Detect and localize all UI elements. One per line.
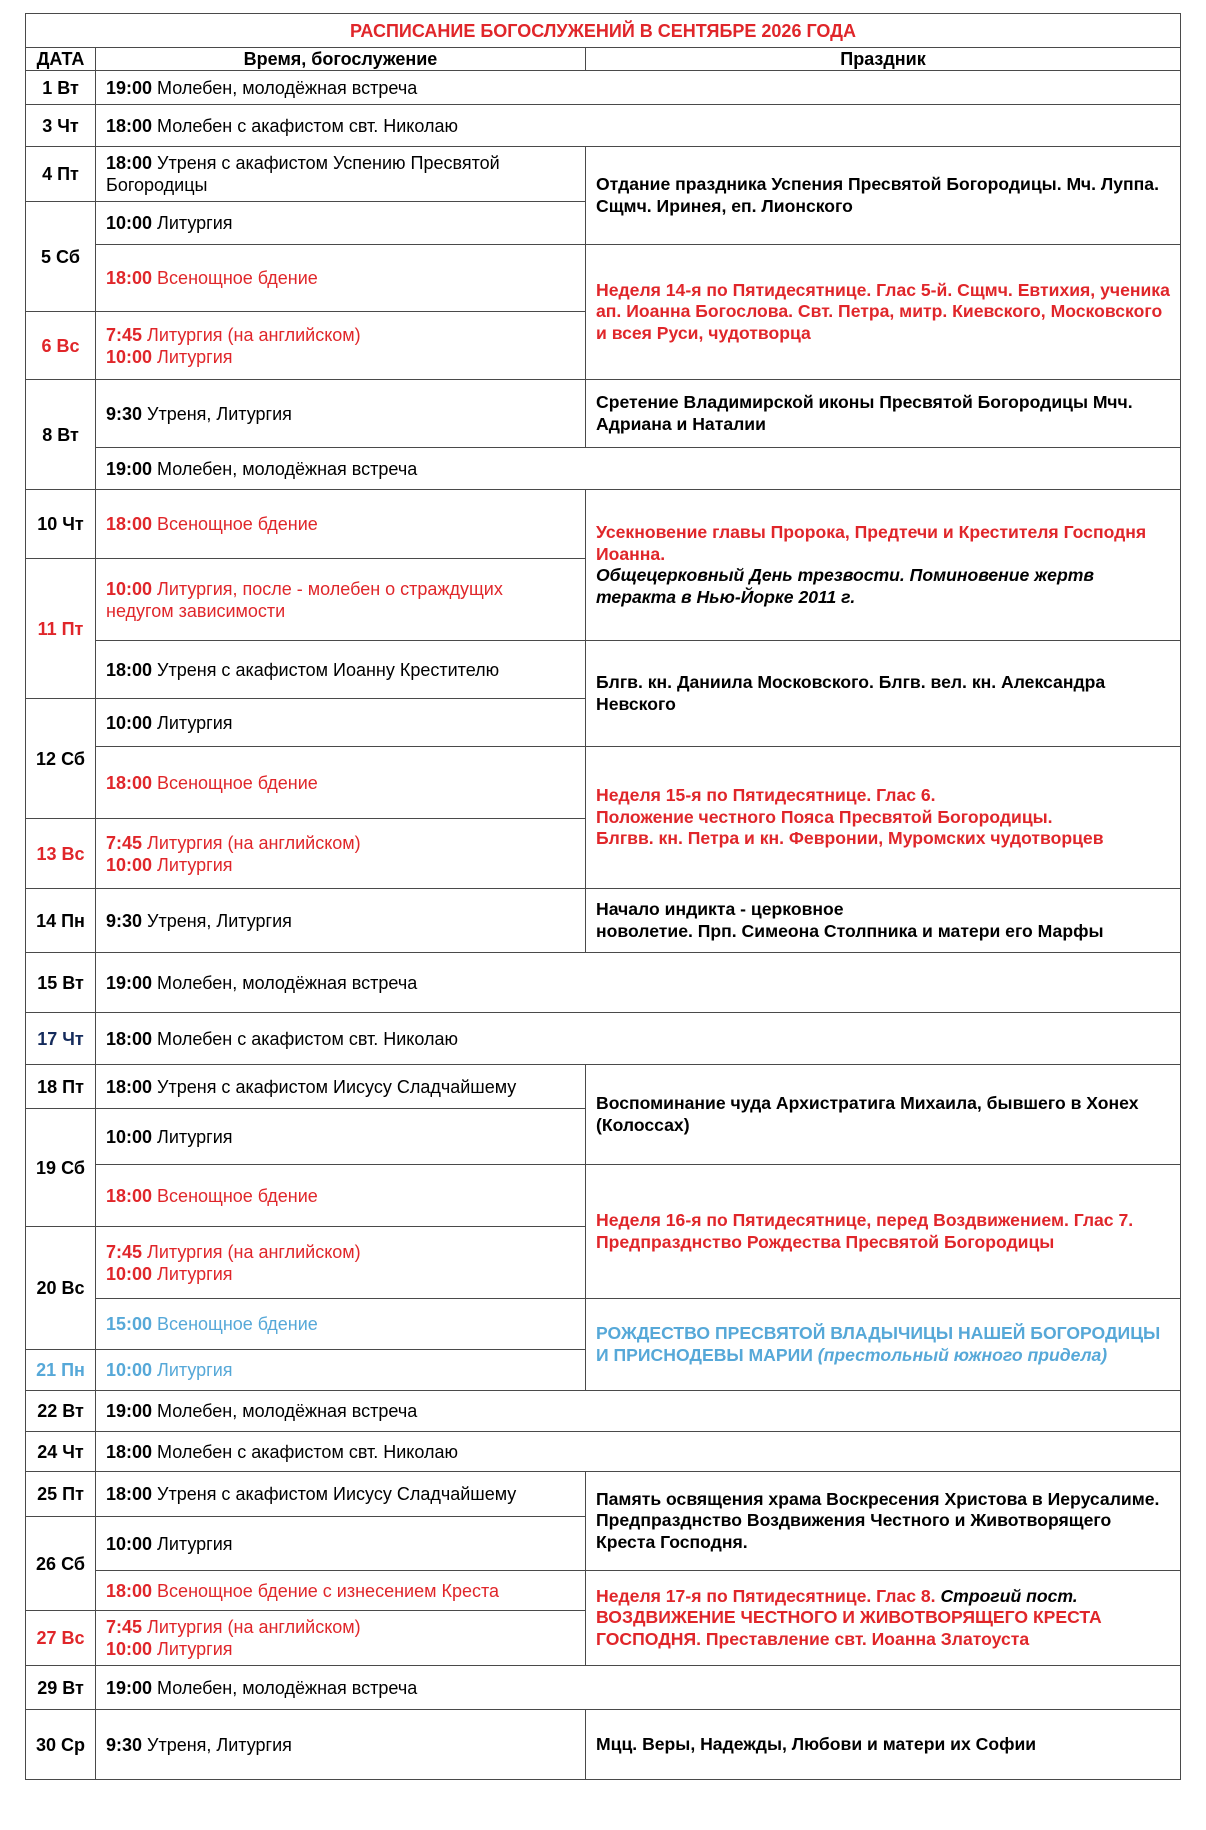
service-cell <box>96 105 1181 147</box>
feast-cell: Блгв. кн. Даниила Московского. Блгв. вел. кн. Александра Невского <box>586 641 1181 747</box>
service-time: 18:00 <box>106 1185 153 1206</box>
service-text: Молебен с акафистом свт. Николаю <box>152 1028 458 1049</box>
service-time: 7:45 <box>106 1617 143 1637</box>
date-cell: 10 Чт <box>26 490 96 559</box>
service-time: 19:00 <box>106 458 153 479</box>
feast-cell <box>586 889 1181 953</box>
feast-line: Предпразднство Рождества Пресвятой Богородицы <box>596 1231 1055 1252</box>
service-cell <box>96 747 586 819</box>
service-text: Всенощное бдение <box>152 1185 318 1206</box>
date-cell: 4 Пт <box>26 147 96 202</box>
feast-cell: Воспоминание чуда Архистратига Михаила, бывшего в Хонех (Колоссах) <box>586 1065 1181 1165</box>
service-cell <box>96 245 586 312</box>
service-time: 9:30 <box>106 403 143 424</box>
date-cell: 20 Вс <box>26 1227 96 1350</box>
feast-title: Неделя 17-я по Пятидесятнице. Глас 8. <box>596 1585 941 1606</box>
service-cell <box>96 1391 1181 1432</box>
service-cell <box>96 1109 586 1165</box>
service-time: 7:45 <box>106 832 143 853</box>
service-time: 18:00 <box>106 514 153 534</box>
service-text: Утреня, Литургия <box>142 403 292 424</box>
service-cell <box>96 1065 586 1109</box>
service-text: Молебен с акафистом свт. Николаю <box>152 115 458 136</box>
service-text: Литургия (на английском) <box>142 1617 361 1637</box>
service-time: 9:30 <box>106 910 143 931</box>
service-text: Утреня с акафистом Успению Пресвятой Богородицы <box>106 153 500 195</box>
feast-line: новолетие. Прп. Симеона Столпника и матери его Марфы <box>596 920 1104 941</box>
service-cell <box>96 559 586 641</box>
service-cell <box>96 1571 586 1611</box>
service-text: Молебен, молодёжная встреча <box>152 458 418 479</box>
service-text: Молебен, молодёжная встреча <box>152 77 418 98</box>
service-time: 10:00 <box>106 854 153 875</box>
feast-cell: Мцц. Веры, Надежды, Любови и матери их Софии <box>586 1710 1181 1780</box>
service-text: Литургия <box>152 1360 233 1380</box>
service-text: Литургия (на английском) <box>142 832 361 853</box>
service-time: 10:00 <box>106 1126 153 1147</box>
date-cell: 19 Сб <box>26 1109 96 1227</box>
service-cell <box>96 1611 586 1666</box>
service-cell <box>96 1472 586 1517</box>
date-cell: 24 Чт <box>26 1432 96 1472</box>
service-cell <box>96 448 1181 490</box>
service-cell <box>96 641 586 699</box>
service-cell <box>96 380 586 448</box>
service-cell <box>96 1710 586 1780</box>
service-cell <box>96 1013 1181 1065</box>
service-time: 18:00 <box>106 1580 153 1601</box>
service-cell <box>96 819 586 889</box>
service-time: 19:00 <box>106 1401 153 1421</box>
service-cell <box>96 953 1181 1013</box>
service-text: Утреня с акафистом Иисусу Сладчайшему <box>152 1484 517 1504</box>
service-text: Литургия <box>152 854 233 875</box>
date-cell: 27 Вс <box>26 1611 96 1666</box>
service-time: 18:00 <box>106 1441 153 1462</box>
service-cell <box>96 889 586 953</box>
service-cell <box>96 312 586 380</box>
service-text: Всенощное бдение <box>152 1314 318 1334</box>
date-cell: 6 Вс <box>26 312 96 380</box>
service-text: Литургия (на английском) <box>142 1241 361 1262</box>
feast-cell: Неделя 14-я по Пятидесятнице. Глас 5-й. Сщмч. Евтихия, ученика ап. Иоанна Богослова. Свт. Петра, митр. Киевского, Московского и всея Руси, чудотворца <box>586 245 1181 380</box>
service-time: 10:00 <box>106 1533 153 1554</box>
service-time: 18:00 <box>106 1484 153 1504</box>
feast-line: ВОЗДВИЖЕНИЕ ЧЕСТНОГО И ЖИВОТВОРЯЩЕГО КРЕСТА ГОСПОДНЯ. Преставление свт. Иоанна Златоуста <box>596 1607 1102 1649</box>
service-text: Литургия <box>152 1126 233 1147</box>
service-cell <box>96 1299 586 1350</box>
service-text: Молебен, молодёжная встреча <box>152 1401 418 1421</box>
service-time: 10:00 <box>106 1360 153 1380</box>
service-time: 19:00 <box>106 77 153 98</box>
header-service: Время, богослужение <box>96 48 586 71</box>
feast-line: Начало индикта - церковное <box>596 899 844 919</box>
feast-cell <box>586 1299 1181 1391</box>
date-cell: 22 Вт <box>26 1391 96 1432</box>
service-text: Литургия <box>152 213 233 233</box>
service-text: Утреня, Литургия <box>142 910 292 931</box>
service-time: 18:00 <box>106 115 153 136</box>
date-cell: 13 Вс <box>26 819 96 889</box>
feast-line: Блгвв. кн. Петра и кн. Февронии, Муромских чудотворцев <box>596 828 1104 849</box>
feast-cell <box>586 747 1181 889</box>
service-time: 18:00 <box>106 1028 153 1049</box>
date-cell: 18 Пт <box>26 1065 96 1109</box>
service-time: 15:00 <box>106 1314 153 1334</box>
service-text: Литургия <box>152 1263 233 1284</box>
service-time: 10:00 <box>106 1263 153 1284</box>
service-text: Всенощное бдение <box>152 268 318 288</box>
service-text: Литургия <box>152 1639 233 1659</box>
service-time: 10:00 <box>106 213 153 233</box>
feast-cell <box>586 1165 1181 1299</box>
date-cell: 29 Вт <box>26 1666 96 1710</box>
service-text: Литургия, после - молебен о страждущих недугом зависимости <box>106 578 503 621</box>
date-cell: 21 Пн <box>26 1350 96 1391</box>
service-text: Литургия (на английском) <box>142 324 361 345</box>
feast-cell: Отдание праздника Успения Пресвятой Богородицы. Мч. Луппа. Сщмч. Иринея, еп. Лионского <box>586 147 1181 245</box>
service-cell <box>96 1350 586 1391</box>
service-cell <box>96 1227 586 1299</box>
service-text: Всенощное бдение с изнесением Креста <box>152 1580 500 1601</box>
date-cell: 26 Сб <box>26 1517 96 1611</box>
schedule-title: РАСПИСАНИЕ БОГОСЛУЖЕНИЙ В СЕНТЯБРЕ 2026 ГОДА <box>26 14 1181 48</box>
feast-line: Неделя 16-я по Пятидесятнице, перед Воздвижением. Глас 7. <box>596 1210 1134 1230</box>
feast-title: Усекновение главы Пророка, Предтечи и Крестителя Господня Иоанна. <box>596 522 1147 564</box>
date-cell: 1 Вт <box>26 71 96 105</box>
header-feast: Праздник <box>586 48 1181 71</box>
service-time: 7:45 <box>106 1241 143 1262</box>
service-time: 18:00 <box>106 772 153 793</box>
service-cell <box>96 1432 1181 1472</box>
date-cell: 14 Пн <box>26 889 96 953</box>
date-cell: 3 Чт <box>26 105 96 147</box>
service-cell <box>96 1517 586 1571</box>
schedule-table <box>25 13 1181 1780</box>
service-text: Утреня с акафистом Иоанну Крестителю <box>152 659 500 680</box>
service-text: Литургия <box>152 346 233 367</box>
service-cell <box>96 699 586 747</box>
date-cell: 12 Сб <box>26 699 96 819</box>
service-text: Литургия <box>152 712 233 733</box>
service-text: Литургия <box>152 1533 233 1554</box>
service-cell <box>96 202 586 245</box>
service-time: 10:00 <box>106 712 153 733</box>
service-time: 19:00 <box>106 972 153 993</box>
service-cell <box>96 1666 1181 1710</box>
date-cell: 15 Вт <box>26 953 96 1013</box>
date-cell: 11 Пт <box>26 559 96 699</box>
service-text: Молебен с акафистом свт. Николаю <box>152 1441 458 1462</box>
service-time: 18:00 <box>106 659 153 680</box>
service-cell <box>96 490 586 559</box>
feast-line: Неделя 15-я по Пятидесятнице. Глас 6. <box>596 785 936 806</box>
date-cell: 25 Пт <box>26 1472 96 1517</box>
feast-cell <box>586 490 1181 641</box>
service-cell <box>96 71 1181 105</box>
service-text: Молебен, молодёжная встреча <box>152 972 418 993</box>
header-date: ДАТА <box>26 48 96 71</box>
feast-title: РОЖДЕСТВО ПРЕСВЯТОЙ ВЛАДЫЧИЦЫ НАШЕЙ БОГОРОДИЦЫ И ПРИСНОДЕВЫ МАРИИ <box>596 1323 1161 1365</box>
service-cell <box>96 1165 586 1227</box>
feast-note: Общецерковный День трезвости. Поминовение жертв теракта в Нью-Йорке 2011 г. <box>596 565 1094 607</box>
date-cell: 8 Вт <box>26 380 96 490</box>
date-cell: 5 Сб <box>26 202 96 312</box>
feast-cell <box>586 1571 1181 1666</box>
service-cell <box>96 147 586 202</box>
feast-note: (престольный южного придела) <box>817 1344 1108 1365</box>
feast-cell: Память освящения храма Воскресения Христова в Иерусалиме. Предпразднство Воздвижения Честного и Животворящего Креста Господня. <box>586 1472 1181 1571</box>
service-time: 18:00 <box>106 1076 153 1097</box>
service-time: 10:00 <box>106 578 153 599</box>
service-text: Всенощное бдение <box>152 772 318 793</box>
feast-line: Положение честного Пояса Пресвятой Богородицы. <box>596 806 1053 827</box>
service-text: Утреня, Литургия <box>142 1734 292 1755</box>
feast-note: Строгий пост. <box>940 1585 1078 1606</box>
service-time: 10:00 <box>106 346 153 367</box>
service-text: Молебен, молодёжная встреча <box>152 1677 418 1698</box>
feast-cell: Сретение Владимирской иконы Пресвятой Богородицы Мчч. Адриана и Наталии <box>586 380 1181 448</box>
service-time: 7:45 <box>106 324 143 345</box>
service-time: 9:30 <box>106 1734 143 1755</box>
date-cell: 17 Чт <box>26 1013 96 1065</box>
service-time: 19:00 <box>106 1677 153 1698</box>
date-cell: 30 Ср <box>26 1710 96 1780</box>
service-text: Всенощное бдение <box>152 514 318 534</box>
service-time: 10:00 <box>106 1639 153 1659</box>
service-time: 18:00 <box>106 268 153 288</box>
service-text: Утреня с акафистом Иисусу Сладчайшему <box>152 1076 517 1097</box>
service-time: 18:00 <box>106 153 153 173</box>
